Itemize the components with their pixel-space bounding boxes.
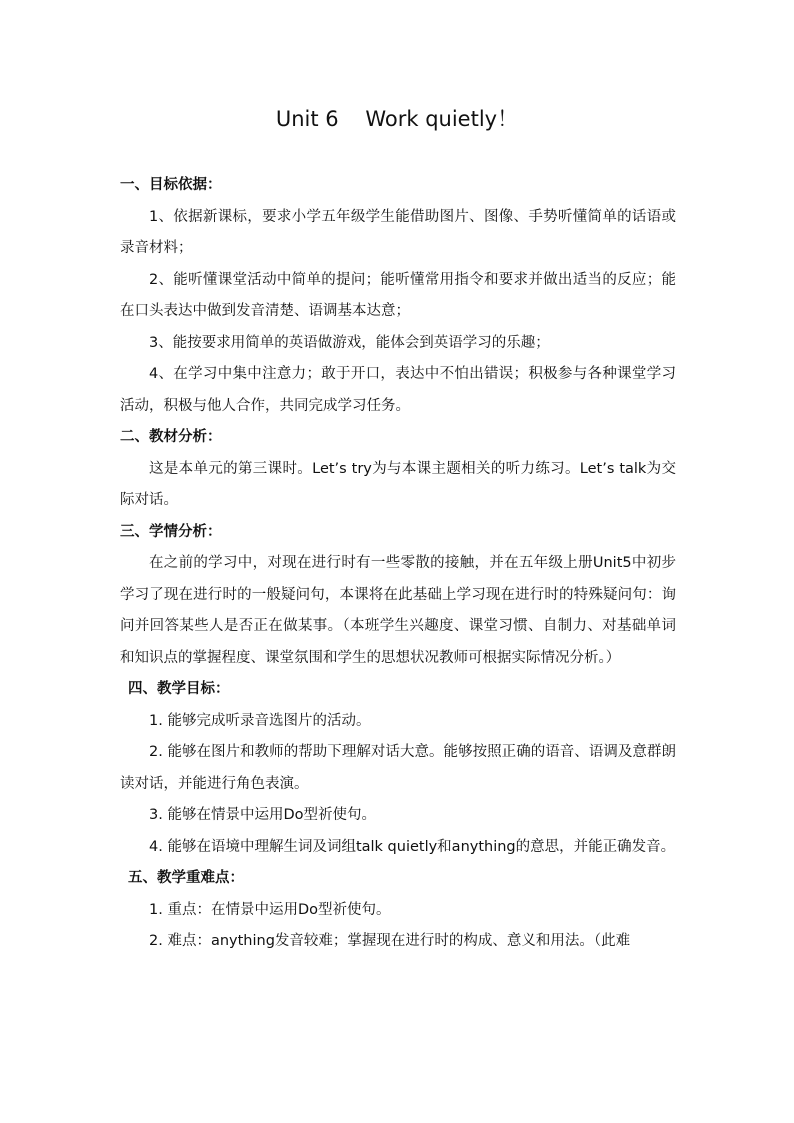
paragraph: 3、能按要求用简单的英语做游戏，能体会到英语学习的乐趣； [149,334,550,351]
section-heading: 四、教学目标： [128,681,230,697]
paragraph: 3. 能够在情景中运用Do型祈使句。 [149,807,376,823]
section-key-difficulties [120,863,676,958]
paragraph: 4、在学习中集中注意力；敢于开口，表达中不怕出错误；积极参与各种课堂学习活动，积极与他人合作，共同完成学习任务。 [120,366,676,414]
section-heading: 三、学情分析： [120,523,222,540]
section-teaching-objectives [120,674,676,863]
paragraph: 1. 重点：在情景中运用Do型祈使句。 [149,901,391,918]
document-body [120,170,676,958]
paragraph: 1. 能够完成听录音选图片的活动。 [149,712,371,729]
paragraph: 1、依据新课标，要求小学五年级学生能借助图片、图像、手势听懂简单的话语或录音材料； [120,208,676,256]
paragraph: 4. 能够在语境中理解生词及词组talk quietly和anything的意思，并能正确发音。 [149,838,676,855]
section-heading: 一、目标依据： [120,177,222,193]
section-student-analysis [120,517,676,675]
section-goal-basis [120,170,676,422]
paragraph: 这是本单元的第三课时。Let’s try为与本课主题相关的听力练习。Let’s talk为交际对话。 [120,460,676,508]
section-heading: 五、教学重难点： [128,870,244,886]
paragraph: 2. 能够在图片和教师的帮助下理解对话大意。能够按照正确的语音、语调及意群朗读对话，并能进行角色表演。 [120,744,676,792]
paragraph: 2、能听懂课堂活动中简单的提问；能听懂常用指令和要求并做出适当的反应；能在口头表达中做到发音清楚、语调基本达意； [120,271,676,319]
paragraph: 2. 难点：anything发音较难；掌握现在进行时的构成、意义和用法。（此难 [149,933,631,949]
document-title: Unit 6 Work quietly！ [275,107,519,131]
section-heading: 二、教材分析： [120,429,222,445]
section-textbook-analysis [120,422,676,517]
paragraph: 在之前的学习中，对现在进行时有一些零散的接触，并在五年级上册Unit5中初步学习了现在进行时的一般疑问句，本课将在此基础上学习现在进行时的特殊疑问句：询问并回答某些人是否正在做某事。（本班学生兴趣度、课堂习惯、自制力、对基础单词和知识点的掌握程度、课堂氛围和学生的思想状况教师可根据实际情况分析。） [120,555,676,666]
